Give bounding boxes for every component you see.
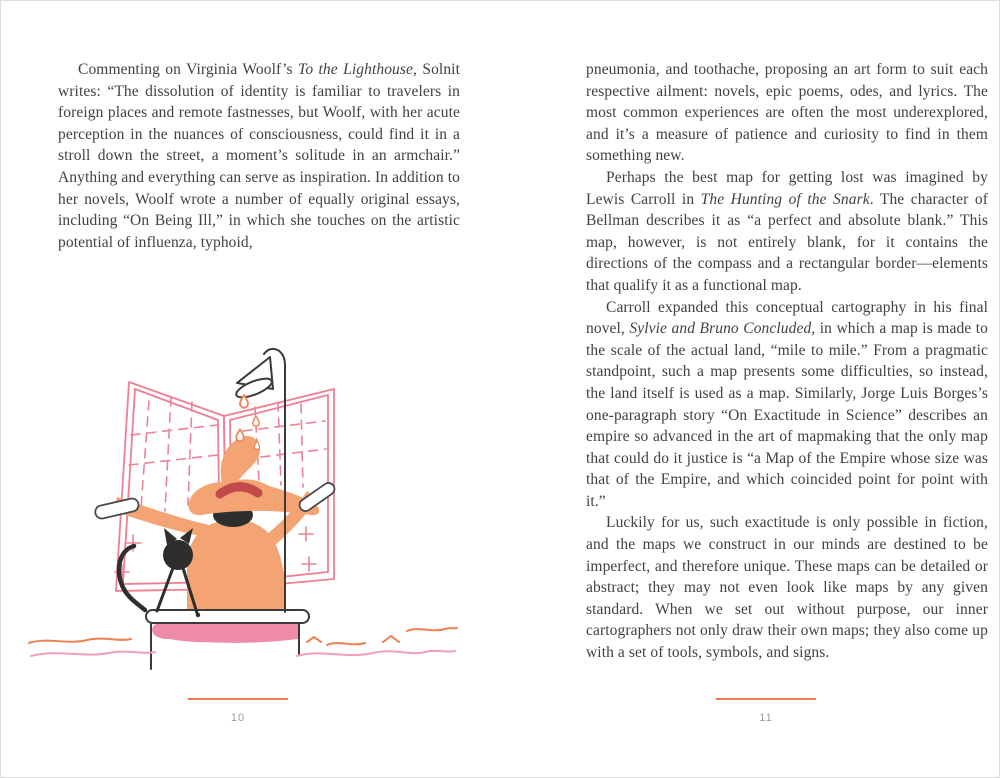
hat-brim [189,479,320,515]
right-page-footer [716,698,816,726]
footer-rule [188,698,288,700]
right-page-text [586,59,988,664]
compass-point [196,613,200,617]
left-page-footer [188,698,288,726]
left-page-text [58,59,460,253]
page-number: 11 [759,712,773,724]
tub-water [152,621,298,643]
page-number: 10 [230,712,246,724]
paragraph: Carroll expanded this conceptual cartography in his final novel, Sylvie and Bruno Concluded, in which a map is made to the scale of the actual land, “mile to mile.” From a pragmatic standpoint, such a map presents some difficulties, so instead, the land itself is used as a map. Similarly, Jorge Luis Borges’s one-paragraph story “On Exactitude in Science” describes an empire so advanced in the art of mapmaking that the only map that could do it justice is “a Map of the Empire whose size was that of the Empire, and which coincided point for point with it.” [586,298,989,510]
footer-rule [716,698,816,700]
paragraph: Commenting on Virginia Woolf’s To the Lighthouse, Solnit writes: “The dissolution of identity is familiar to travelers in foreign places and remote fastnesses, but Woolf, with her acute perception in the nuances of consciousness, could find it in a stroll down the street, a moment’s solitude in an armchair.” Anything and everything can serve as inspiration. In addition to her novels, Woolf wrote a number of equally original essays, including “On Being Ill,” in which she touches on the artistic potential of influenza, typhoid, [58,61,460,251]
bathtub-map-illustration [21,339,461,679]
paragraph: Perhaps the best map for getting lost was imagined by Lewis Carroll in The Hunting of the Snark. The character of Bellman describes it as “a perfect and absolute blank.” This map, however, is not entirely blank, for it contains the directions of the compass and a rectangular border—elements that qualify it as a functional map. [586,168,988,294]
paragraph: Luckily for us, such exactitude is only possible in fiction, and the maps we construct in our minds are destined to be imperfect, and therefore unique. These maps can be detailed or abstract; they may not even look like maps by any given standard. When we set out without purpose, our inner cartographers not only draw their own maps; they also come up with a set of tools, symbols, and signs. [586,514,988,662]
paragraph: pneumonia, and toothache, proposing an art form to suit each respective ailment: novels, epic poems, odes, and lyrics. The most common experiences are often the most underexplored, and it’s a measure of patience and curiosity to find in them something new. [586,61,988,165]
character [113,436,319,612]
